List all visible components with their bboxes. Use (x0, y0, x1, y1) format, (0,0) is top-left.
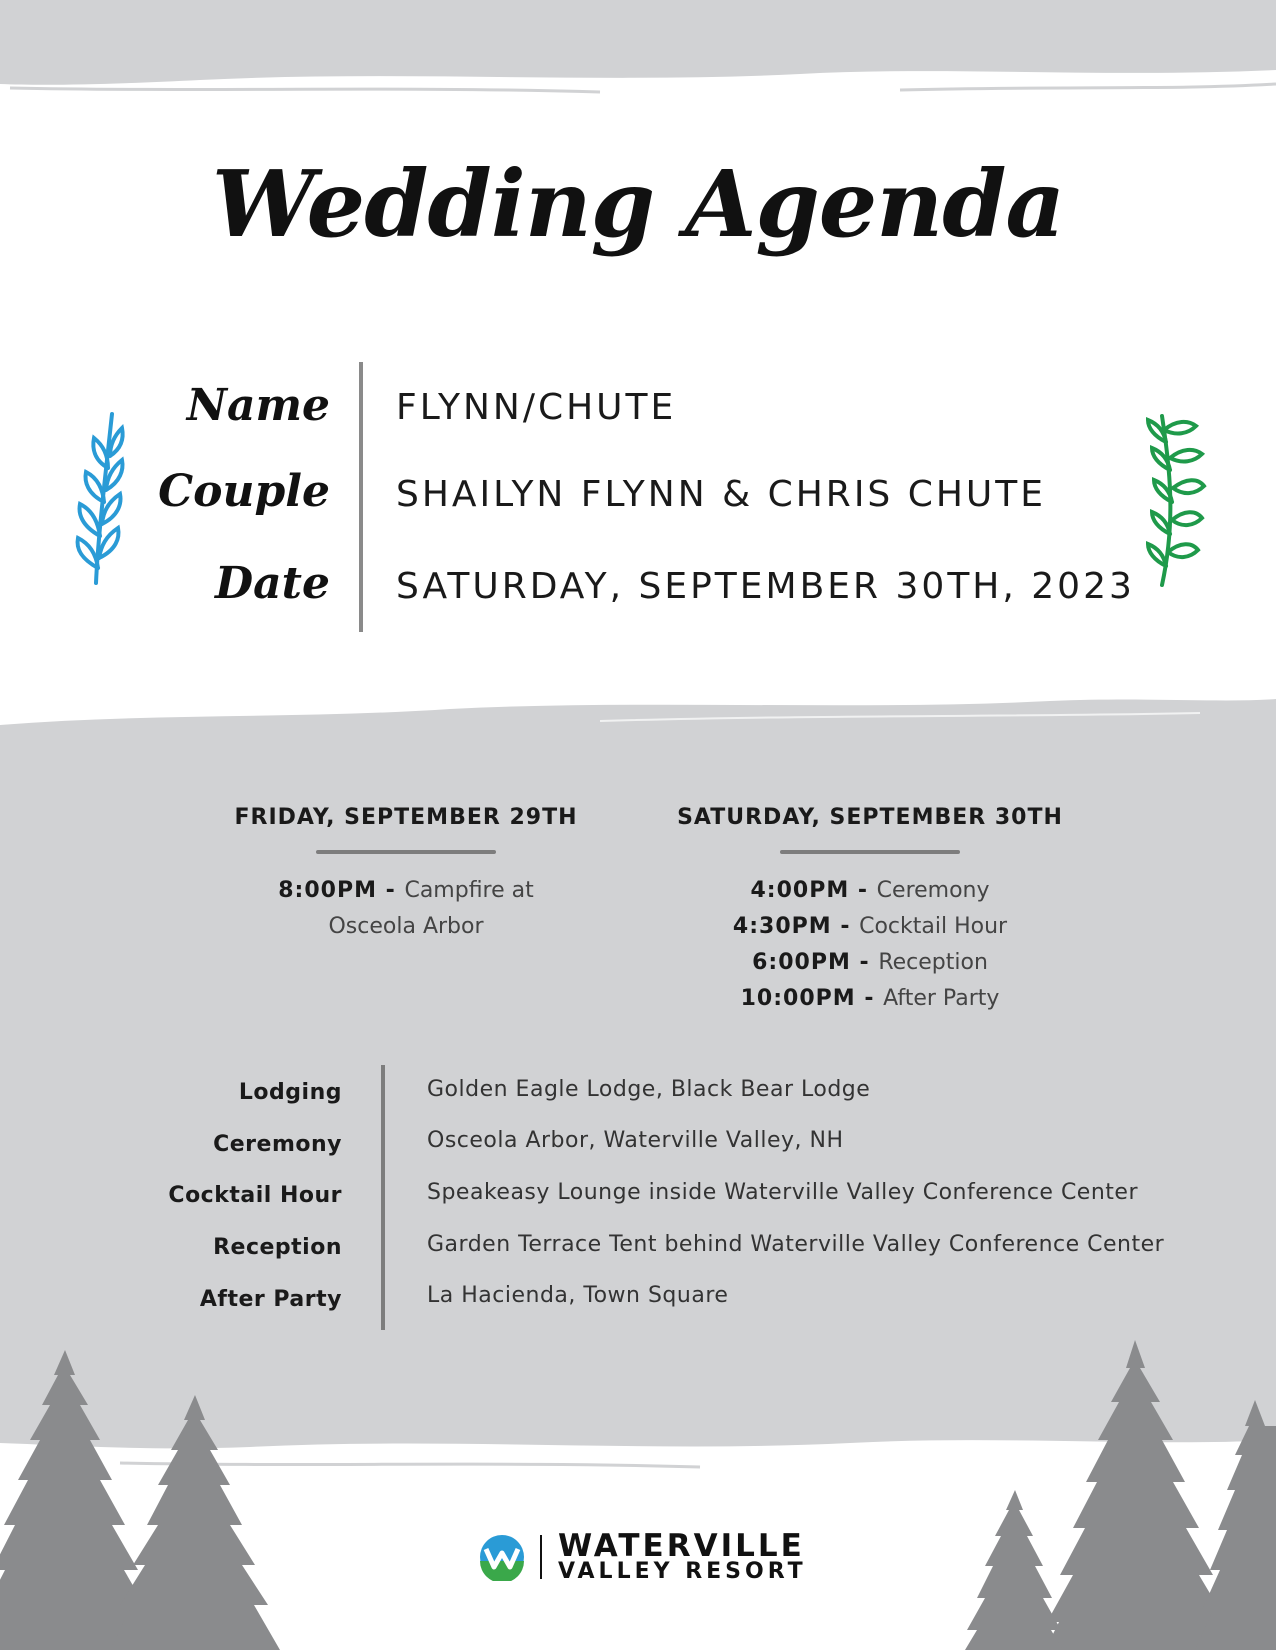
list-item (186, 873, 626, 909)
logo-line-1: WATERVILLE (558, 1528, 805, 1564)
event-name: After Party (883, 986, 1000, 1011)
event-time: 6:00PM (752, 950, 851, 975)
event-time: 10:00PM (740, 986, 856, 1011)
logo-wordmark (558, 1528, 807, 1584)
event-separator: - (850, 950, 879, 975)
couple-value: SHAILYN FLYNN & CHRIS CHUTE (396, 474, 1047, 515)
saturday-rule (780, 850, 960, 854)
reception-label: Reception (213, 1235, 342, 1260)
cocktail-hour-value: Speakeasy Lounge inside Waterville Valley Conference Center (427, 1180, 1138, 1205)
event-separator: - (831, 914, 860, 939)
event-name: Reception (878, 950, 988, 975)
friday-rule (316, 850, 496, 854)
info-divider (359, 362, 363, 632)
reception-value: Garden Terrace Tent behind Waterville Valley Conference Center (427, 1232, 1165, 1257)
date-label: Date (215, 558, 330, 609)
logo-divider (540, 1535, 542, 1579)
couple-label: Couple (158, 466, 330, 517)
list-item (650, 873, 1090, 909)
list-item (650, 945, 1090, 981)
event-name: Campfire at (404, 878, 534, 903)
saturday-events (650, 873, 1090, 1017)
name-value: FLYNN/CHUTE (396, 387, 677, 428)
ceremony-label: Ceremony (213, 1132, 342, 1157)
cocktail-hour-label: Cocktail Hour (168, 1183, 342, 1208)
locations-divider (381, 1065, 385, 1330)
lodging-label: Lodging (238, 1080, 342, 1105)
ceremony-value: Osceola Arbor, Waterville Valley, NH (427, 1128, 844, 1153)
event-separator: - (849, 878, 877, 903)
event-time: 4:30PM (732, 914, 832, 939)
event-name: Cocktail Hour (859, 914, 1008, 939)
green-leaf-sprig-icon (1140, 410, 1210, 590)
date-value: SATURDAY, SEPTEMBER 30TH, 2023 (396, 566, 1135, 607)
after-party-value: La Hacienda, Town Square (427, 1283, 729, 1308)
top-brush-band (0, 0, 1276, 100)
pine-trees-right-icon (955, 1340, 1276, 1650)
after-party-label: After Party (199, 1287, 342, 1312)
list-item (650, 981, 1090, 1017)
event-separator: - (377, 878, 405, 903)
page-title: Wedding Agenda (211, 150, 1065, 258)
logo-line-2: VALLEY RESORT (558, 1559, 807, 1584)
name-label: Name (186, 380, 330, 431)
event-time: 4:00PM (750, 878, 850, 903)
event-location: Osceola Arbor (328, 914, 484, 939)
pine-trees-left-icon (0, 1350, 300, 1650)
saturday-heading: SATURDAY, SEPTEMBER 30TH (677, 805, 1063, 830)
friday-events (186, 873, 626, 945)
friday-heading: FRIDAY, SEPTEMBER 29TH (234, 805, 578, 830)
event-name: Ceremony (876, 878, 990, 903)
event-separator: - (855, 986, 884, 1011)
event-time: 8:00PM (278, 878, 377, 903)
list-item (650, 909, 1090, 945)
waterville-logo-icon (478, 1533, 526, 1581)
lodging-value: Golden Eagle Lodge, Black Bear Lodge (427, 1077, 871, 1102)
